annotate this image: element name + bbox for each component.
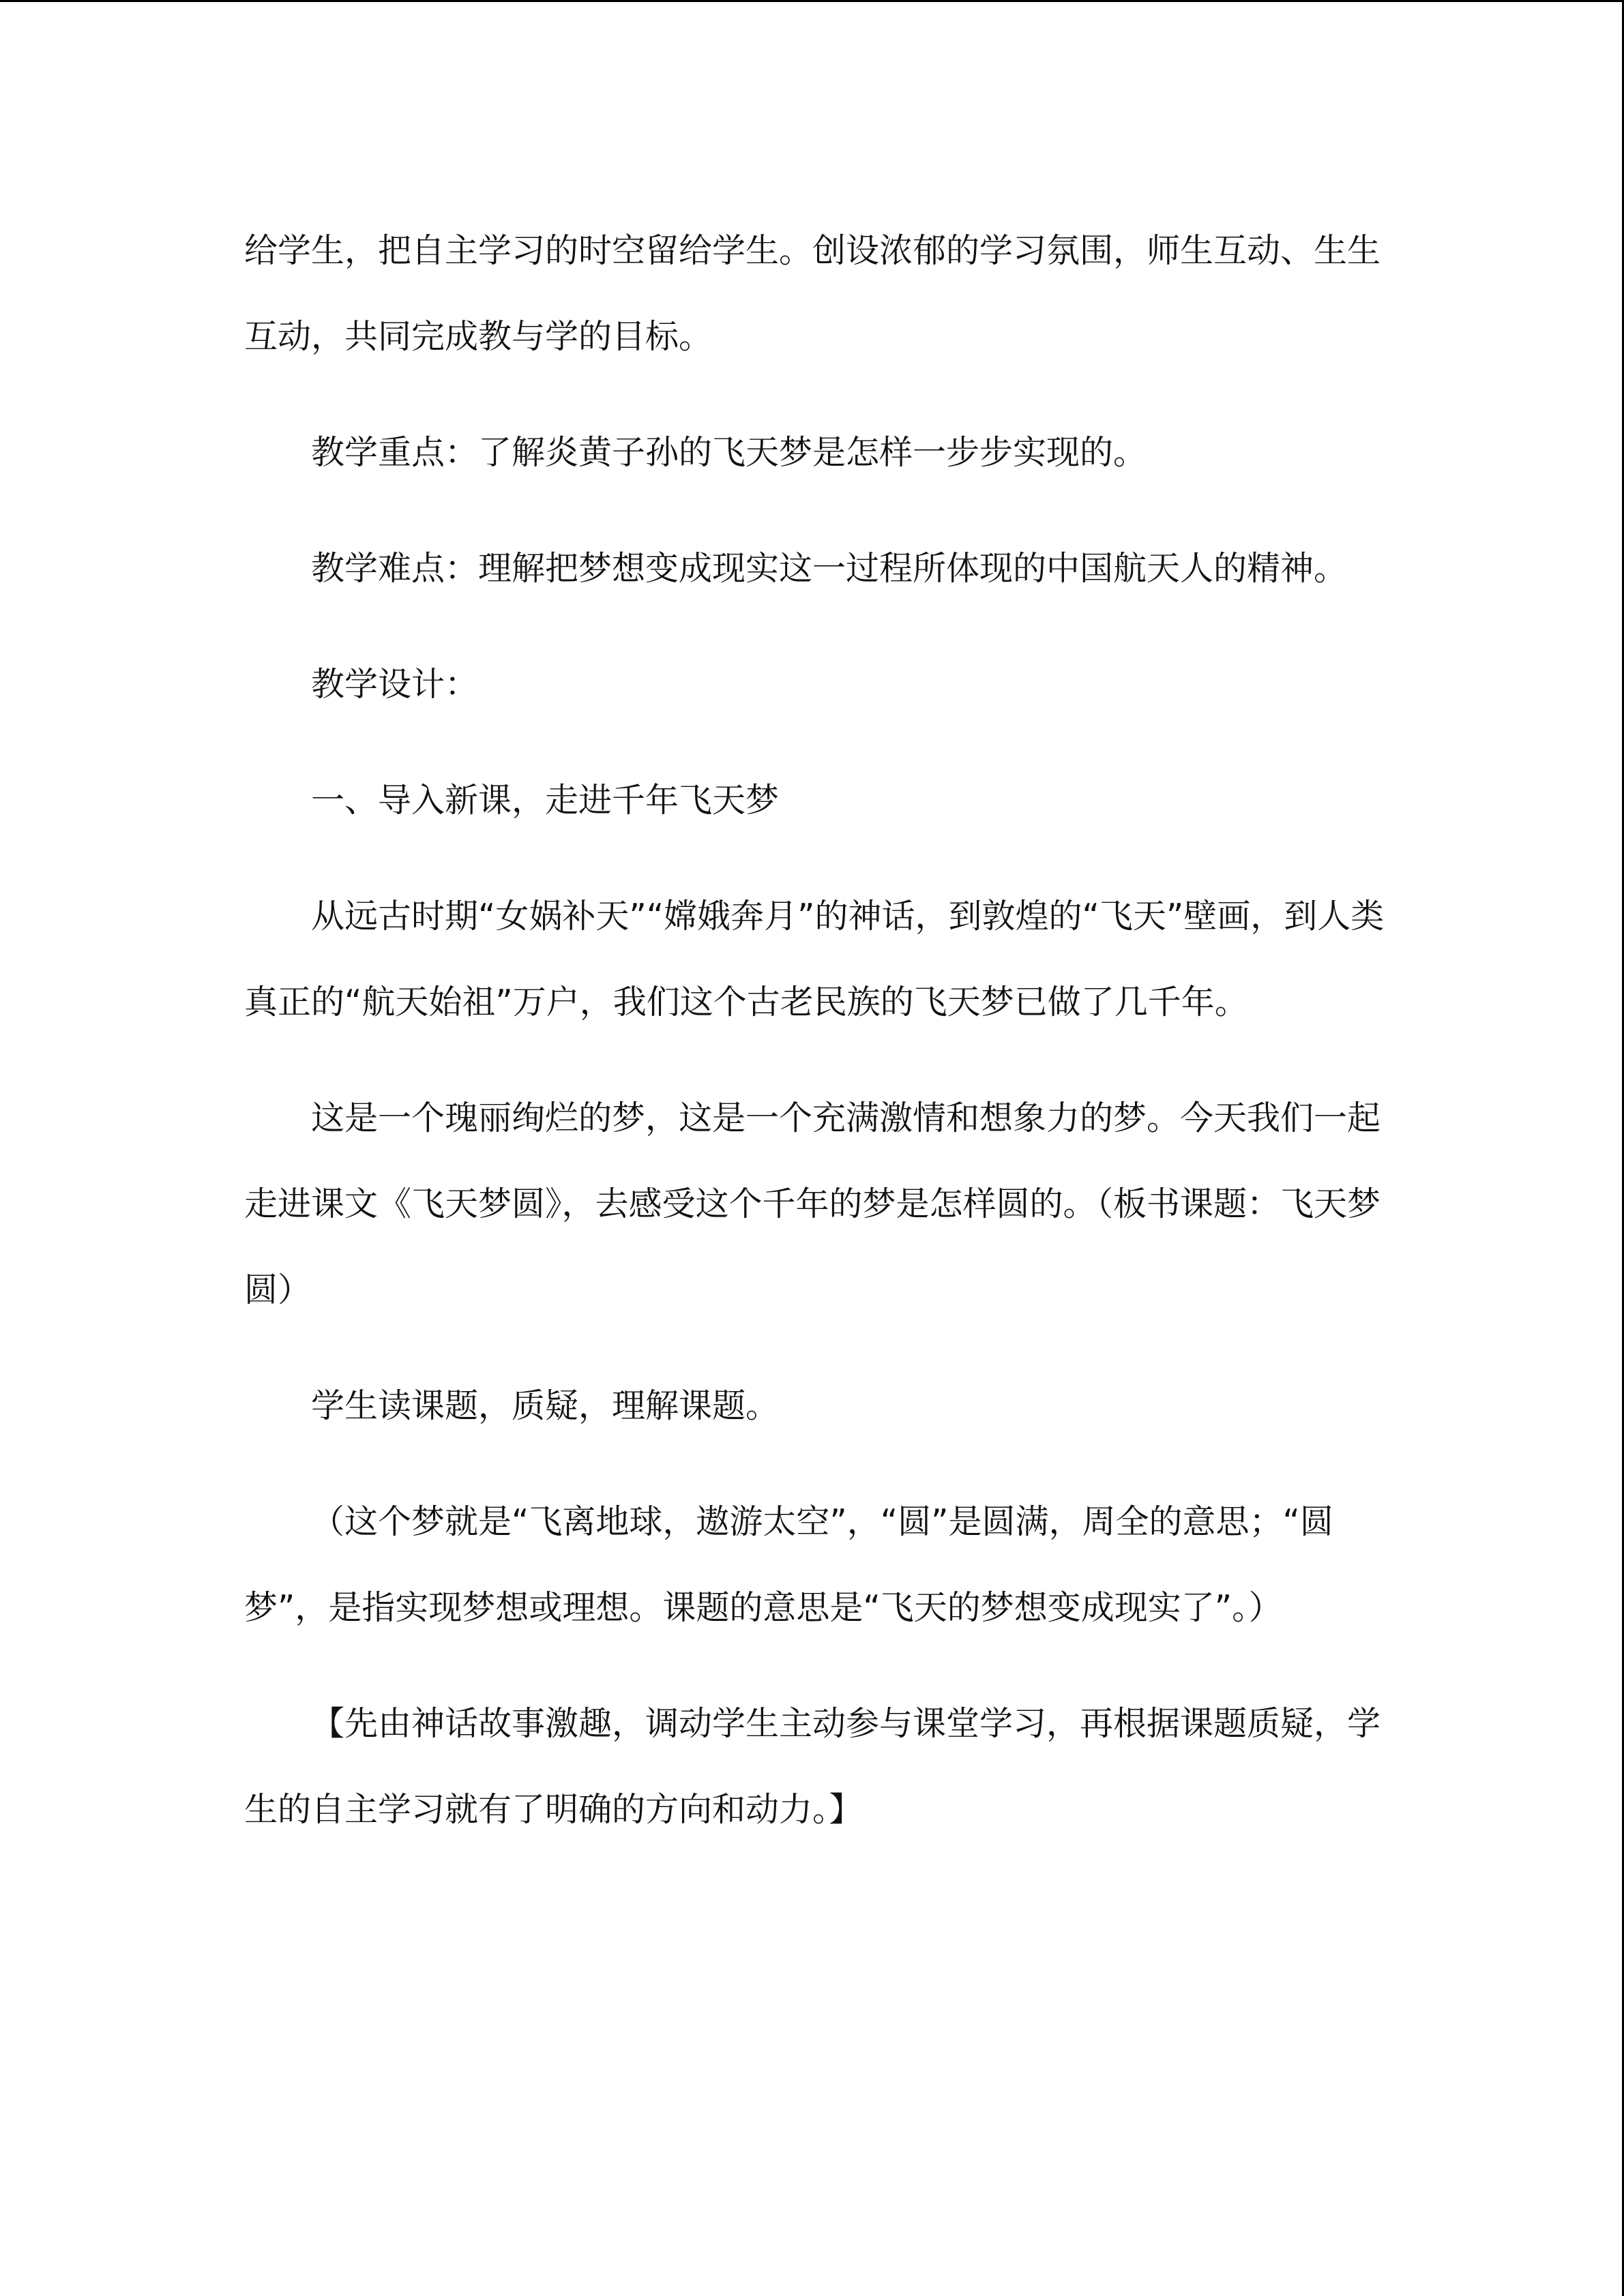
paragraph-intro-continuation: 给学生，把自主学习的时空留给学生。创设浓郁的学习氛围，师生互动、生生互动，共同完成教与学的目标。 (244, 231, 1381, 356)
paragraph-teaching-focus: 教学重点：了解炎黄子孙的飞天梦是怎样一步步实现的。 (311, 433, 1147, 472)
paragraph-design-note: 【先由神话故事激趣，调动学生主动参与课堂学习，再根据课题质疑，学生的自主学习就有了明确的方向和动力。】 (244, 1704, 1381, 1829)
paragraph-read-title: 学生读课题，质疑，理解课题。 (311, 1386, 780, 1425)
paragraph-myths: 从远古时期“女娲补天”“嫦娥奔月”的神话，到敦煌的“飞天”壁画，到人类真正的“航天始祖”万户，我们这个古老民族的飞天梦已做了几千年。 (244, 897, 1385, 1022)
section-heading-one: 一、导入新课，走进千年飞天梦 (311, 781, 780, 820)
paragraph-title-explanation: （这个梦就是“飞离地球，遨游太空”，“圆”是圆满，周全的意思；“圆梦”，是指实现梦想或理想。课题的意思是“飞天的梦想变成现实了”。） (244, 1502, 1333, 1627)
paragraph-dream: 这是一个瑰丽绚烂的梦，这是一个充满激情和想象力的梦。今天我们一起走进课文《飞天梦圆》，去感受这个千年的梦是怎样圆的。（板书课题：飞天梦圆） (244, 1099, 1381, 1309)
paragraph-teaching-difficulty: 教学难点：理解把梦想变成现实这一过程所体现的中国航天人的精神。 (311, 549, 1348, 588)
document-body (244, 208, 1390, 1883)
paragraph-teaching-design-heading: 教学设计： (311, 665, 479, 704)
